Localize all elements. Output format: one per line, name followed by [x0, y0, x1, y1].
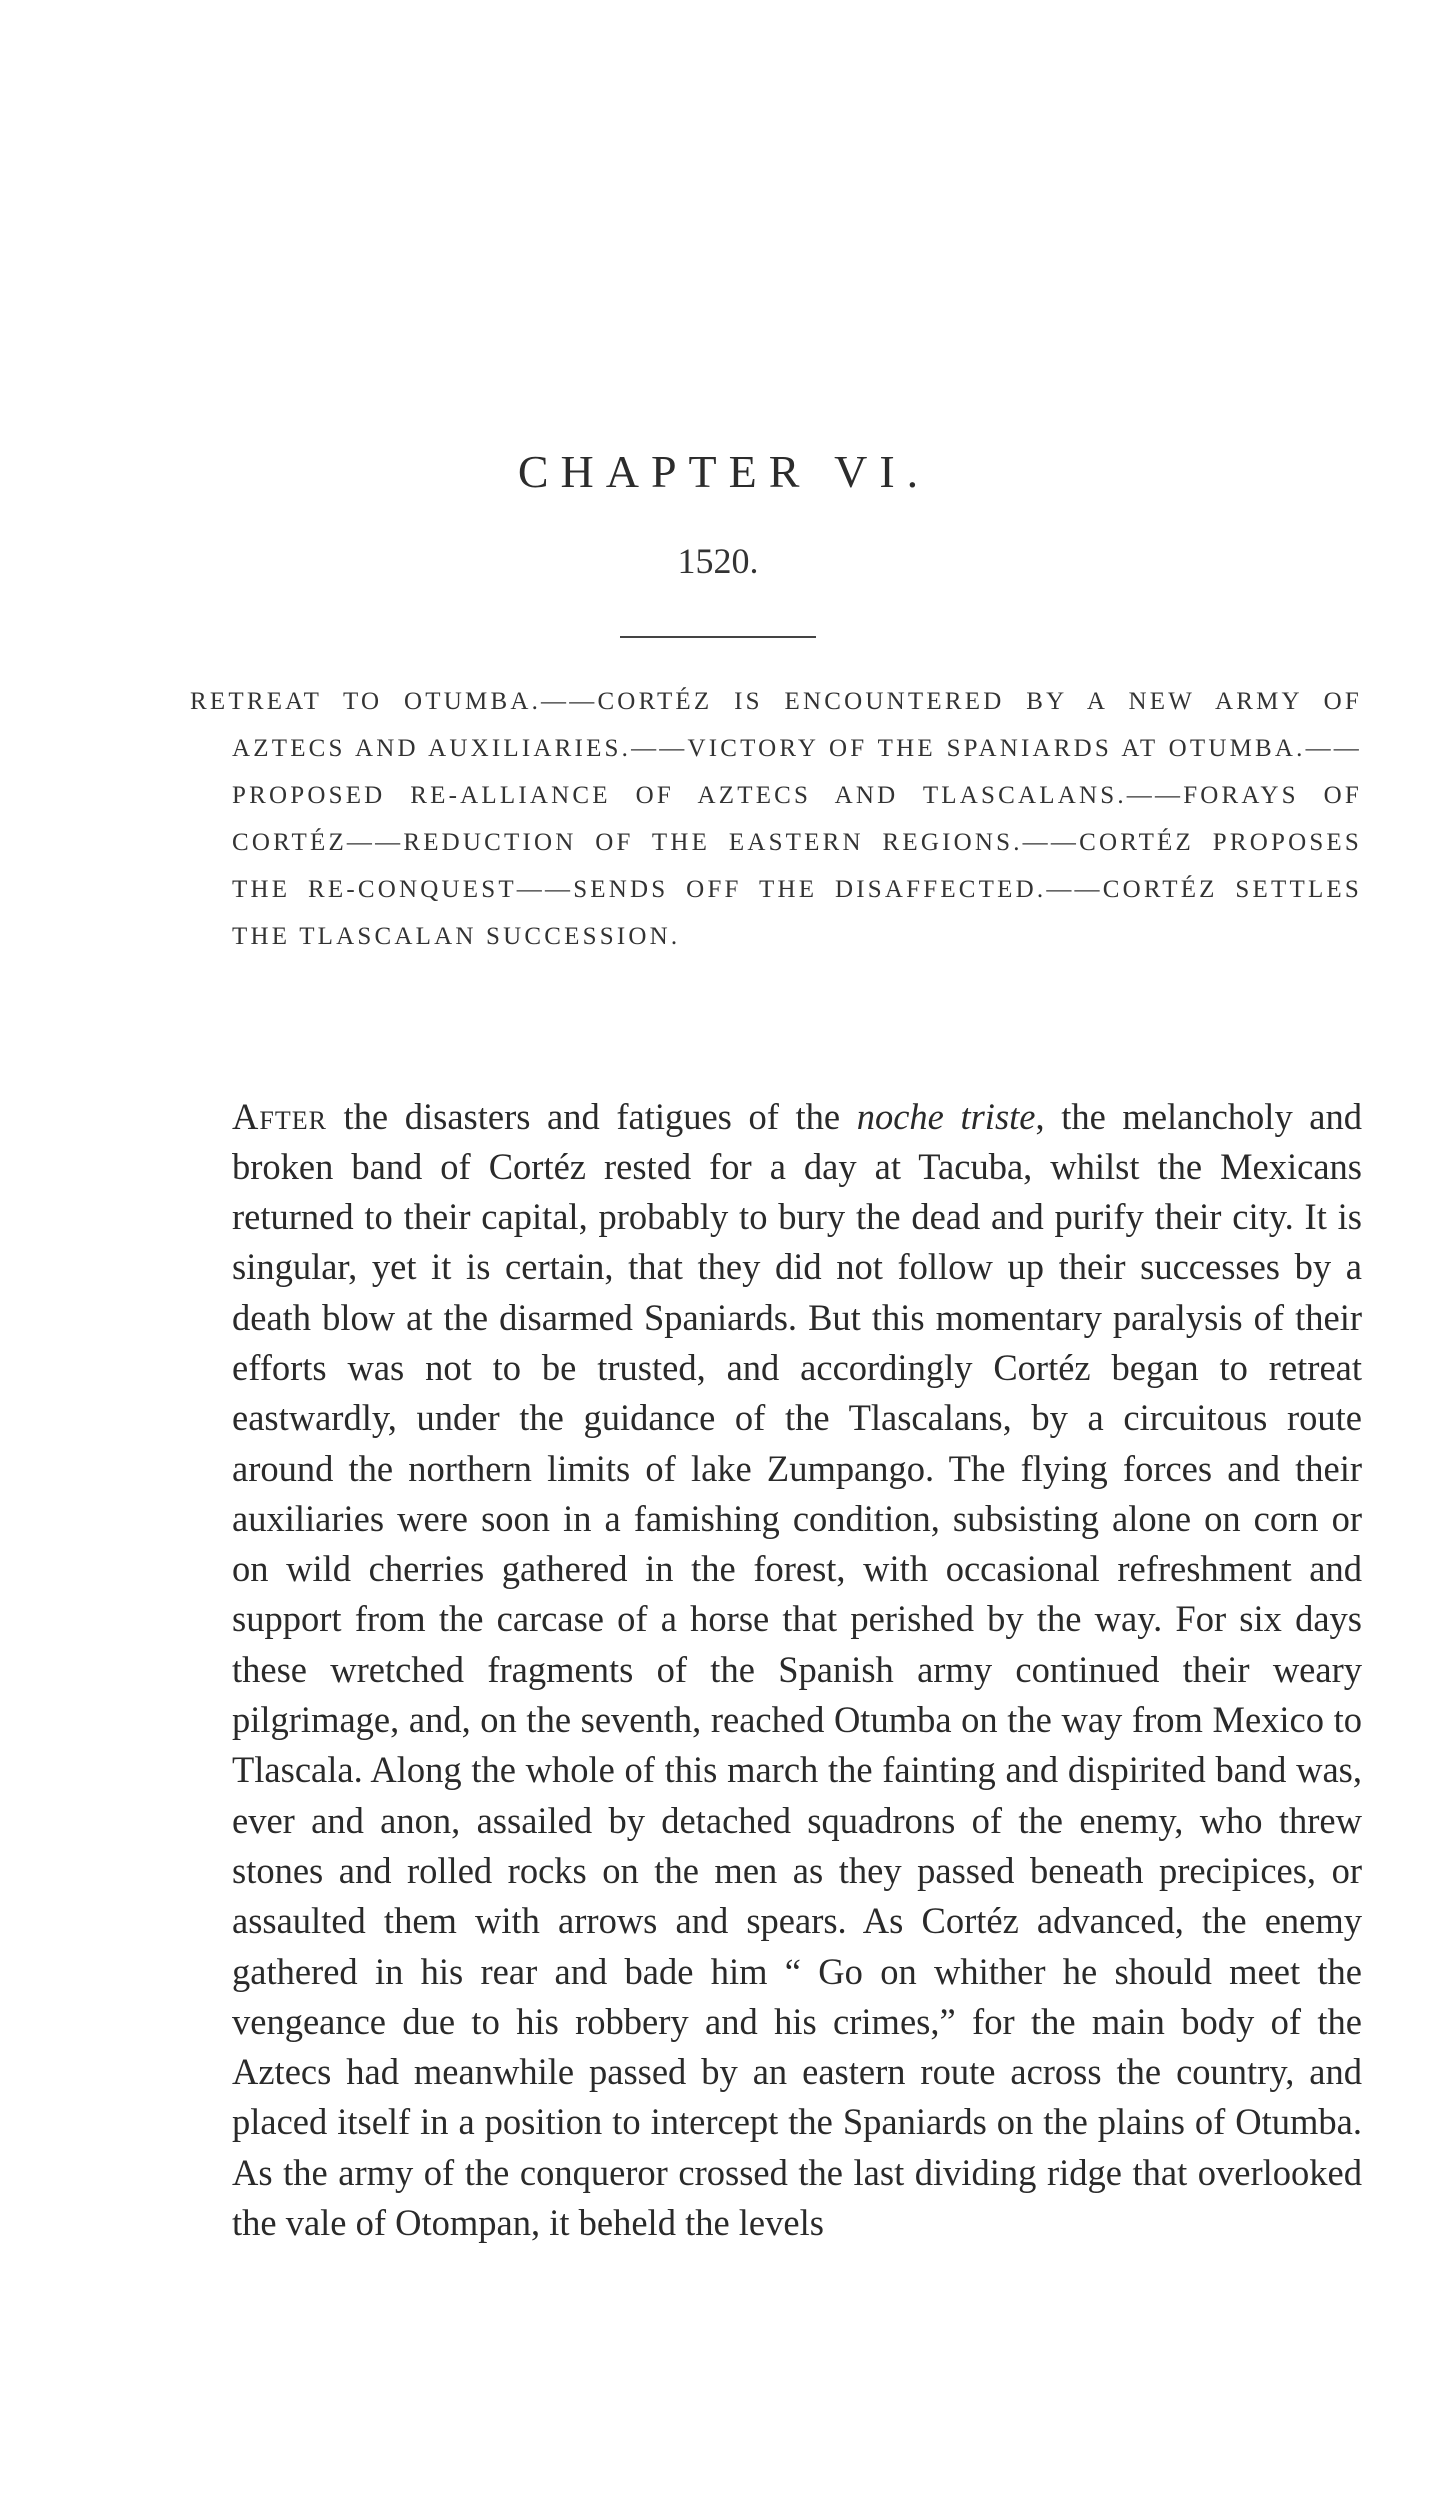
chapter-year: 1520. — [677, 541, 759, 581]
title-divider — [620, 636, 816, 638]
chapter-title: CHAPTER VI. — [517, 446, 931, 497]
italic-phrase: noche triste — [856, 1095, 1036, 1137]
chapter-summary-text: RETREAT TO OTUMBA.——CORTÉZ IS ENCOUNTERED BY A NEW ARMY OF AZTECS AND AUXILIARIES.——VICTORY OF THE SPANIARDS AT OTUMBA.——PROPOSED RE-ALLIANCE OF AZTECS AND TLASCALANS.——FORAYS OF CORTÉZ——REDUCTION OF THE EASTERN REGIONS.——CORTÉZ PROPOSES THE RE-CONQUEST——SENDS OFF THE DISAFFECTED.——CORTÉZ SETTLES THE TLASCALAN SUCCESSION. — [190, 688, 1362, 950]
body-text-2: , the melancholy and broken band of Cortéz rested for a day at Tacuba, whilst the Mexicans returned to their capital, probably to bury the dead and purify their city. It is singular, yet it is certain, that they did not follow up their successes by a death blow at the disarmed Spaniards. But this momentary paralysis of their efforts was not to be trusted, and accordingly Cortéz began to retreat eastwardly, under the guidance of the Tlascalans, by a circuitous route around the northern limits of lake Zumpango. The flying forces and their auxiliaries were soon in a famishing condition, subsisting alone on corn or on wild cherries gathered in the forest, with occasional refreshment and support from the carcase of a horse that perished by the way. For six days these wretched fragments of the Spanish army continued their weary pilgrimage, and, on the seventh, reached Otumba on the way from Mexico to Tlascala. Along the whole of this march the fainting and dispirited band was, ever and anon, assailed by detached squadrons of the enemy, who threw stones and rolled rocks on the men as they passed beneath precipices, or assaulted them with arrows and spears. As Cortéz advanced, the enemy gathered in his rear and bade him “ Go on whither he should meet the vengeance due to his robbery and his crimes,” for the main body of the Aztecs had meanwhile passed by an eastern route across the country, and placed itself in a position to intercept the Spaniards on the plains of Otumba. As the army of the conqueror crossed the last dividing ridge that overlooked the vale of Otompan, it beheld the levels — [232, 1095, 1363, 2244]
lead-word: After — [232, 1095, 327, 1137]
chapter-summary — [190, 678, 1362, 960]
body-paragraph — [232, 1092, 1362, 2249]
body-text-1: the disasters and fatigues of the — [326, 1095, 857, 1137]
